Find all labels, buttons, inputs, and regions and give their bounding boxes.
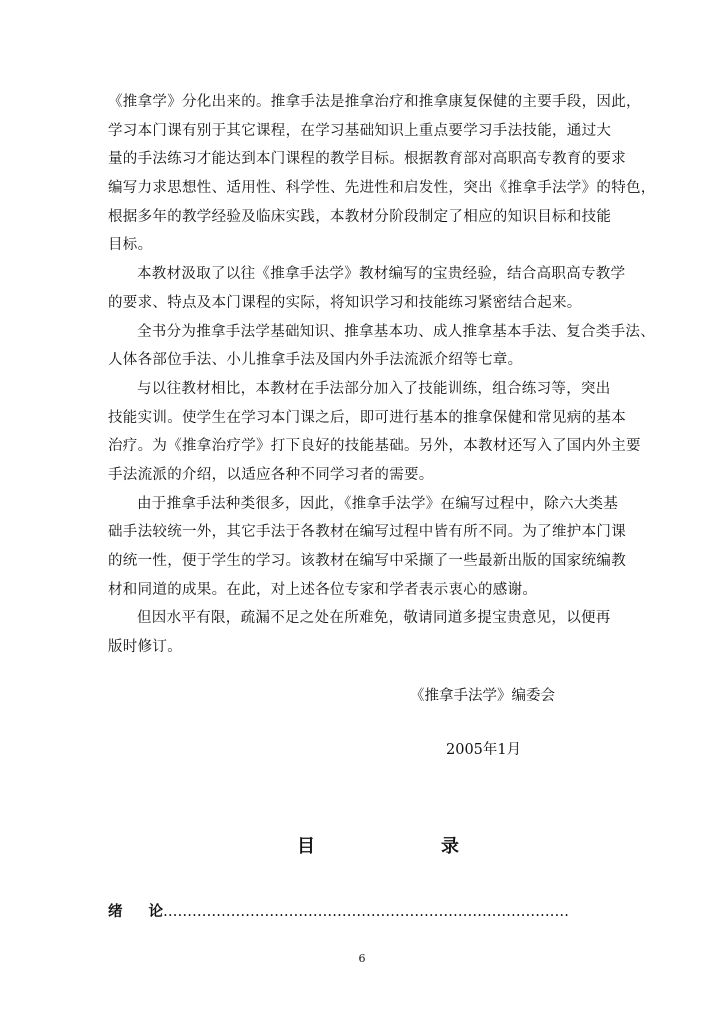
toc-entry-label-2: 论 [148,904,163,920]
toc-leader-dots: ………………………………………………………………………… [163,904,569,920]
toc-entry-label-1: 绪 [108,904,149,920]
text-line: 手法流派的介绍，以适应各种不同学习者的需要。 [108,466,434,483]
text-line: 《推拿学》分化出来的。推拿手法是推拿治疗和推拿康复保健的主要手段，因此， [108,94,641,110]
page-number: 6 [358,952,366,965]
text-line: 量的手法练习才能达到本门课程的教学目标。根据教育部对高职高专教育的要求 [108,151,626,168]
text-line: 全书分为推拿手法学基础知识、推拿基本功、成人推拿基本手法、复合类手法、 [137,323,655,340]
text-line: 由于推拿手法种类很多，因此，《推拿手法学》在编写过程中，除六大类基 [137,495,619,512]
preface-body [108,88,656,662]
toc-title-char-1: 目 [297,836,315,857]
text-line: 目标。 [108,237,153,254]
text-line: 根据多年的教学经验及临床实践，本教材分阶段制定了相应的知识目标和技能 [108,208,612,225]
toc-title-char-2: 录 [441,836,459,857]
text-line: 本教材汲取了以往《推拿手法学》教材编写的宝贵经验，结合高职高专教学 [137,266,626,283]
text-line: 与以往教材相比，本教材在手法部分加入了技能训练，组合练习等，突出 [137,380,611,397]
text-line: 人体各部位手法、小儿推拿手法及国内外手法流派介绍等七章。 [108,352,523,369]
text-line: 治疗。为《推拿治疗学》打下良好的技能基础。另外，本教材还写入了国内外主要 [108,438,641,455]
text-line: 的要求、特点及本门课程的实际，将知识学习和技能练习紧密结合起来。 [108,294,582,311]
text-line: 的统一性，便于学生的学习。该教材在编写中采撷了一些最新出版的国家统编教 [108,553,626,569]
text-line: 学习本门课有别于其它课程，在学习基础知识上重点要学习手法技能，通过大 [108,122,612,139]
text-line: 材和同道的成果。在此，对上述各位专家和学者表示衷心的感谢。 [108,581,538,598]
toc-entry-introduction[interactable] [108,900,608,922]
table-of-contents-title [0,832,724,856]
text-line: 础手法较统一外，其它手法于各教材在编写过程中皆有所不同。为了维护本门课 [108,524,626,541]
text-line: 版时修订。 [108,639,182,656]
text-line: 编写力求思想性、适用性、科学性、先进性和启发性，突出《推拿手法学》的特色， [108,180,656,197]
editorial-board-signature: 《推拿手法学》编委会 [410,688,555,704]
text-line: 技能实训。使学生在学习本门课之后，即可进行基本的推拿保健和常见病的基本 [108,409,626,426]
signature-date: 2005年1月 [446,742,522,758]
text-line: 但因水平有限，疏漏不足之处在所难免，敬请同道多提宝贵意见，以便再 [137,610,611,627]
